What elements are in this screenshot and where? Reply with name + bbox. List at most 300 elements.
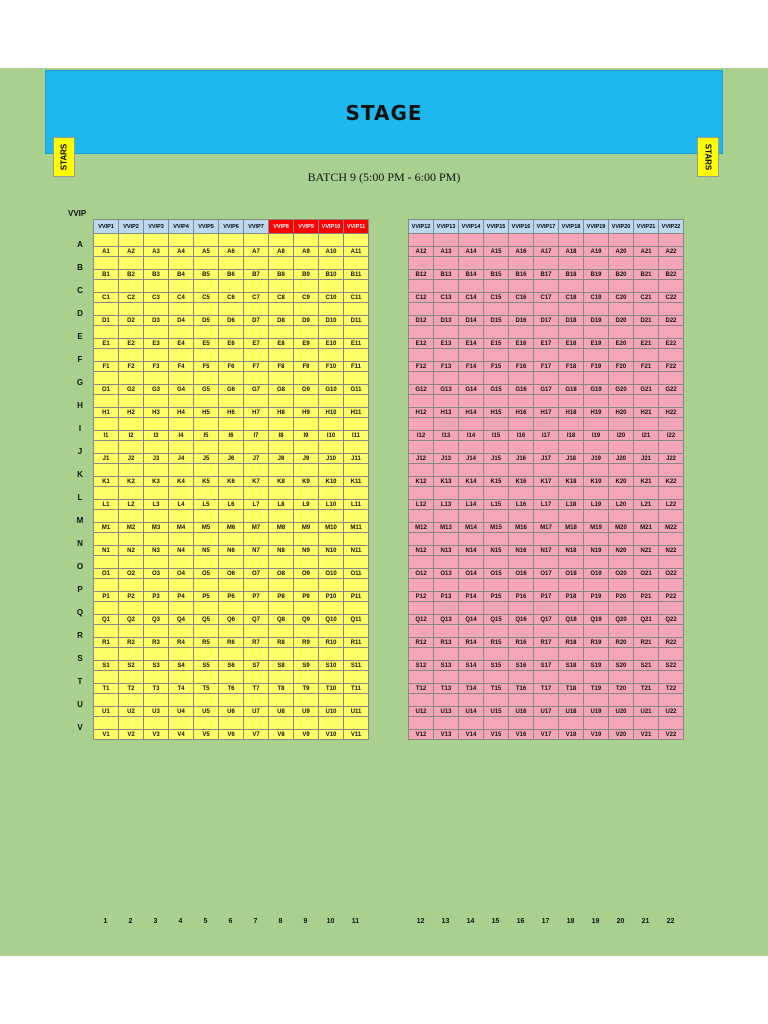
seat-code[interactable]: K8 [269, 477, 294, 487]
seat-code[interactable]: T18 [559, 684, 584, 694]
seat-code[interactable]: C9 [294, 293, 319, 303]
seat-code[interactable]: T5 [194, 684, 219, 694]
seat-code[interactable]: O17 [534, 569, 559, 579]
seat-code[interactable]: I18 [559, 431, 584, 441]
seat-code[interactable]: U4 [169, 707, 194, 717]
seat-code[interactable]: S22 [659, 661, 684, 671]
seat-code[interactable]: G15 [484, 385, 509, 395]
seat-code[interactable]: C16 [509, 293, 534, 303]
seat-code[interactable]: T6 [219, 684, 244, 694]
seat-code[interactable]: I4 [169, 431, 194, 441]
seat-code[interactable]: E11 [344, 339, 369, 349]
seat-code[interactable]: J1 [94, 454, 119, 464]
seat-code[interactable]: S6 [219, 661, 244, 671]
seat-code[interactable]: R20 [609, 638, 634, 648]
seat-code[interactable]: Q8 [269, 615, 294, 625]
seat-code[interactable]: M15 [484, 523, 509, 533]
seat-code[interactable]: V10 [319, 730, 344, 740]
seat-code[interactable]: K10 [319, 477, 344, 487]
seat-code[interactable]: I10 [319, 431, 344, 441]
seat-code[interactable]: I8 [269, 431, 294, 441]
seat-code[interactable]: L20 [609, 500, 634, 510]
seat-code[interactable]: R1 [94, 638, 119, 648]
seat-code[interactable]: M1 [94, 523, 119, 533]
seat-code[interactable]: B21 [634, 270, 659, 280]
seat-code[interactable]: I21 [634, 431, 659, 441]
seat-code[interactable]: C2 [119, 293, 144, 303]
seat-code[interactable]: H6 [219, 408, 244, 418]
seat-code[interactable]: N20 [609, 546, 634, 556]
seat-code[interactable]: N7 [244, 546, 269, 556]
seat-code[interactable]: N9 [294, 546, 319, 556]
seat-code[interactable]: C21 [634, 293, 659, 303]
seat-code[interactable]: R4 [169, 638, 194, 648]
seat-code[interactable]: N17 [534, 546, 559, 556]
seat-code[interactable]: C15 [484, 293, 509, 303]
seat-code[interactable]: U17 [534, 707, 559, 717]
seat-code[interactable]: U14 [459, 707, 484, 717]
seat-code[interactable]: A18 [559, 247, 584, 257]
seat-code[interactable]: J21 [634, 454, 659, 464]
seat-code[interactable]: V16 [509, 730, 534, 740]
seat-code[interactable]: M6 [219, 523, 244, 533]
seat-code[interactable]: J11 [344, 454, 369, 464]
seat-code[interactable]: B13 [434, 270, 459, 280]
seat-code[interactable]: E10 [319, 339, 344, 349]
seat-code[interactable]: U22 [659, 707, 684, 717]
seat-code[interactable]: C18 [559, 293, 584, 303]
seat-code[interactable]: S17 [534, 661, 559, 671]
seat-code[interactable]: Q6 [219, 615, 244, 625]
seat-code[interactable]: K5 [194, 477, 219, 487]
seat-code[interactable]: K11 [344, 477, 369, 487]
seat-code[interactable]: H10 [319, 408, 344, 418]
seat-code[interactable]: Q10 [319, 615, 344, 625]
seat-code[interactable]: V12 [409, 730, 434, 740]
seat-code[interactable]: B2 [119, 270, 144, 280]
seat-code[interactable]: L7 [244, 500, 269, 510]
seat-code[interactable]: B3 [144, 270, 169, 280]
seat-code[interactable]: K9 [294, 477, 319, 487]
seat-code[interactable]: O2 [119, 569, 144, 579]
seat-code[interactable]: G18 [559, 385, 584, 395]
seat-code[interactable]: T22 [659, 684, 684, 694]
seat-code[interactable]: Q19 [584, 615, 609, 625]
seat-code[interactable]: A17 [534, 247, 559, 257]
seat-code[interactable]: B20 [609, 270, 634, 280]
seat-code[interactable]: E8 [269, 339, 294, 349]
seat-code[interactable]: H19 [584, 408, 609, 418]
seat-code[interactable]: M17 [534, 523, 559, 533]
seat-code[interactable]: U20 [609, 707, 634, 717]
seat-code[interactable]: S2 [119, 661, 144, 671]
seat-code[interactable]: S1 [94, 661, 119, 671]
seat-code[interactable]: I9 [294, 431, 319, 441]
seat-code[interactable]: A3 [144, 247, 169, 257]
seat-code[interactable]: D11 [344, 316, 369, 326]
seat-code[interactable]: L17 [534, 500, 559, 510]
seat-code[interactable]: D20 [609, 316, 634, 326]
seat-code[interactable]: T15 [484, 684, 509, 694]
seat-code[interactable]: M7 [244, 523, 269, 533]
seat-code[interactable]: T1 [94, 684, 119, 694]
seat-code[interactable]: S20 [609, 661, 634, 671]
seat-code[interactable]: J22 [659, 454, 684, 464]
seat-code[interactable]: U13 [434, 707, 459, 717]
seat-code[interactable]: V21 [634, 730, 659, 740]
seat-code[interactable]: L2 [119, 500, 144, 510]
seat-code[interactable]: H22 [659, 408, 684, 418]
seat-code[interactable]: Q2 [119, 615, 144, 625]
seat-code[interactable]: Q18 [559, 615, 584, 625]
seat-code[interactable]: I19 [584, 431, 609, 441]
seat-code[interactable]: L4 [169, 500, 194, 510]
seat-code[interactable]: L8 [269, 500, 294, 510]
seat-code[interactable]: D13 [434, 316, 459, 326]
seat-code[interactable]: R7 [244, 638, 269, 648]
seat-code[interactable]: I2 [119, 431, 144, 441]
seat-code[interactable]: G13 [434, 385, 459, 395]
seat-code[interactable]: L15 [484, 500, 509, 510]
seat-code[interactable]: F5 [194, 362, 219, 372]
seat-code[interactable]: E5 [194, 339, 219, 349]
seat-code[interactable]: J2 [119, 454, 144, 464]
seat-code[interactable]: N13 [434, 546, 459, 556]
seat-code[interactable]: F3 [144, 362, 169, 372]
seat-code[interactable]: R13 [434, 638, 459, 648]
seat-code[interactable]: P2 [119, 592, 144, 602]
seat-code[interactable]: E20 [609, 339, 634, 349]
seat-code[interactable]: D4 [169, 316, 194, 326]
seat-code[interactable]: H12 [409, 408, 434, 418]
seat-code[interactable]: G21 [634, 385, 659, 395]
seat-code[interactable]: U19 [584, 707, 609, 717]
seat-code[interactable]: T3 [144, 684, 169, 694]
seat-code[interactable]: T8 [269, 684, 294, 694]
seat-code[interactable]: R5 [194, 638, 219, 648]
seat-code[interactable]: Q14 [459, 615, 484, 625]
seat-code[interactable]: U8 [269, 707, 294, 717]
seat-code[interactable]: T12 [409, 684, 434, 694]
seat-code[interactable]: U12 [409, 707, 434, 717]
seat-code[interactable]: V19 [584, 730, 609, 740]
seat-code[interactable]: H18 [559, 408, 584, 418]
seat-code[interactable]: E15 [484, 339, 509, 349]
seat-code[interactable]: I20 [609, 431, 634, 441]
seat-code[interactable]: O11 [344, 569, 369, 579]
seat-code[interactable]: E4 [169, 339, 194, 349]
seat-code[interactable]: P7 [244, 592, 269, 602]
seat-code[interactable]: V1 [94, 730, 119, 740]
seat-code[interactable]: G1 [94, 385, 119, 395]
seat-code[interactable]: D2 [119, 316, 144, 326]
seat-code[interactable]: D22 [659, 316, 684, 326]
seat-code[interactable]: Q13 [434, 615, 459, 625]
seat-code[interactable]: P5 [194, 592, 219, 602]
seat-code[interactable]: M18 [559, 523, 584, 533]
seat-code[interactable]: Q12 [409, 615, 434, 625]
seat-code[interactable]: J17 [534, 454, 559, 464]
seat-code[interactable]: K18 [559, 477, 584, 487]
seat-code[interactable]: P17 [534, 592, 559, 602]
seat-code[interactable]: N8 [269, 546, 294, 556]
seat-code[interactable]: B4 [169, 270, 194, 280]
seat-code[interactable]: V8 [269, 730, 294, 740]
seat-code[interactable]: E7 [244, 339, 269, 349]
seat-code[interactable]: O14 [459, 569, 484, 579]
seat-code[interactable]: V2 [119, 730, 144, 740]
seat-code[interactable]: K14 [459, 477, 484, 487]
seat-code[interactable]: H7 [244, 408, 269, 418]
seat-code[interactable]: V13 [434, 730, 459, 740]
seat-code[interactable]: Q11 [344, 615, 369, 625]
seat-code[interactable]: Q9 [294, 615, 319, 625]
seat-code[interactable]: F22 [659, 362, 684, 372]
seat-code[interactable]: O21 [634, 569, 659, 579]
seat-code[interactable]: J5 [194, 454, 219, 464]
seat-code[interactable]: Q17 [534, 615, 559, 625]
seat-code[interactable]: O6 [219, 569, 244, 579]
seat-code[interactable]: N14 [459, 546, 484, 556]
seat-code[interactable]: U1 [94, 707, 119, 717]
seat-code[interactable]: D15 [484, 316, 509, 326]
seat-code[interactable]: S9 [294, 661, 319, 671]
seat-code[interactable]: N22 [659, 546, 684, 556]
seat-code[interactable]: G10 [319, 385, 344, 395]
seat-code[interactable]: J6 [219, 454, 244, 464]
seat-code[interactable]: P18 [559, 592, 584, 602]
seat-code[interactable]: K22 [659, 477, 684, 487]
seat-code[interactable]: M5 [194, 523, 219, 533]
seat-code[interactable]: J20 [609, 454, 634, 464]
seat-code[interactable]: D18 [559, 316, 584, 326]
seat-code[interactable]: M3 [144, 523, 169, 533]
seat-code[interactable]: N11 [344, 546, 369, 556]
seat-code[interactable]: C12 [409, 293, 434, 303]
seat-code[interactable]: R9 [294, 638, 319, 648]
seat-code[interactable]: A8 [269, 247, 294, 257]
seat-code[interactable]: D17 [534, 316, 559, 326]
seat-code[interactable]: L14 [459, 500, 484, 510]
seat-code[interactable]: A2 [119, 247, 144, 257]
seat-code[interactable]: D7 [244, 316, 269, 326]
seat-code[interactable]: H13 [434, 408, 459, 418]
seat-code[interactable]: B7 [244, 270, 269, 280]
seat-code[interactable]: Q20 [609, 615, 634, 625]
seat-code[interactable]: L22 [659, 500, 684, 510]
seat-code[interactable]: C11 [344, 293, 369, 303]
seat-code[interactable]: C1 [94, 293, 119, 303]
seat-code[interactable]: R11 [344, 638, 369, 648]
seat-code[interactable]: F2 [119, 362, 144, 372]
seat-code[interactable]: K16 [509, 477, 534, 487]
seat-code[interactable]: A19 [584, 247, 609, 257]
seat-code[interactable]: G11 [344, 385, 369, 395]
seat-code[interactable]: L13 [434, 500, 459, 510]
seat-code[interactable]: J18 [559, 454, 584, 464]
seat-code[interactable]: J15 [484, 454, 509, 464]
seat-code[interactable]: K19 [584, 477, 609, 487]
seat-code[interactable]: K3 [144, 477, 169, 487]
seat-code[interactable]: A5 [194, 247, 219, 257]
seat-code[interactable]: I5 [194, 431, 219, 441]
seat-code[interactable]: F4 [169, 362, 194, 372]
seat-code[interactable]: N12 [409, 546, 434, 556]
seat-code[interactable]: S19 [584, 661, 609, 671]
seat-code[interactable]: A7 [244, 247, 269, 257]
seat-code[interactable]: E19 [584, 339, 609, 349]
seat-code[interactable]: I13 [434, 431, 459, 441]
seat-code[interactable]: P3 [144, 592, 169, 602]
seat-code[interactable]: R15 [484, 638, 509, 648]
seat-code[interactable]: B14 [459, 270, 484, 280]
seat-code[interactable]: F8 [269, 362, 294, 372]
seat-code[interactable]: M11 [344, 523, 369, 533]
seat-code[interactable]: O20 [609, 569, 634, 579]
seat-code[interactable]: R16 [509, 638, 534, 648]
seat-code[interactable]: S16 [509, 661, 534, 671]
seat-code[interactable]: T19 [584, 684, 609, 694]
seat-code[interactable]: D9 [294, 316, 319, 326]
seat-code[interactable]: U9 [294, 707, 319, 717]
seat-code[interactable]: P20 [609, 592, 634, 602]
seat-code[interactable]: P8 [269, 592, 294, 602]
seat-code[interactable]: G7 [244, 385, 269, 395]
seat-code[interactable]: D19 [584, 316, 609, 326]
seat-code[interactable]: F7 [244, 362, 269, 372]
seat-code[interactable]: U3 [144, 707, 169, 717]
seat-code[interactable]: M20 [609, 523, 634, 533]
seat-code[interactable]: G9 [294, 385, 319, 395]
seat-code[interactable]: L1 [94, 500, 119, 510]
seat-code[interactable]: T2 [119, 684, 144, 694]
seat-code[interactable]: A12 [409, 247, 434, 257]
seat-code[interactable]: R10 [319, 638, 344, 648]
seat-code[interactable]: Q3 [144, 615, 169, 625]
seat-code[interactable]: J9 [294, 454, 319, 464]
seat-code[interactable]: H17 [534, 408, 559, 418]
seat-code[interactable]: N19 [584, 546, 609, 556]
seat-code[interactable]: H4 [169, 408, 194, 418]
seat-code[interactable]: J3 [144, 454, 169, 464]
seat-code[interactable]: O10 [319, 569, 344, 579]
seat-code[interactable]: F14 [459, 362, 484, 372]
seat-code[interactable]: B18 [559, 270, 584, 280]
seat-code[interactable]: I17 [534, 431, 559, 441]
seat-code[interactable]: B8 [269, 270, 294, 280]
seat-code[interactable]: I12 [409, 431, 434, 441]
seat-code[interactable]: O1 [94, 569, 119, 579]
seat-code[interactable]: L19 [584, 500, 609, 510]
seat-code[interactable]: H3 [144, 408, 169, 418]
seat-code[interactable]: T13 [434, 684, 459, 694]
seat-code[interactable]: Q22 [659, 615, 684, 625]
seat-code[interactable]: H14 [459, 408, 484, 418]
seat-code[interactable]: K6 [219, 477, 244, 487]
seat-code[interactable]: T20 [609, 684, 634, 694]
seat-code[interactable]: M16 [509, 523, 534, 533]
seat-code[interactable]: E3 [144, 339, 169, 349]
seat-code[interactable]: H21 [634, 408, 659, 418]
seat-code[interactable]: R8 [269, 638, 294, 648]
seat-code[interactable]: K17 [534, 477, 559, 487]
seat-code[interactable]: R12 [409, 638, 434, 648]
seat-code[interactable]: P22 [659, 592, 684, 602]
seat-code[interactable]: D5 [194, 316, 219, 326]
seat-code[interactable]: U21 [634, 707, 659, 717]
seat-code[interactable]: J12 [409, 454, 434, 464]
seat-code[interactable]: L9 [294, 500, 319, 510]
seat-code[interactable]: J10 [319, 454, 344, 464]
seat-code[interactable]: G16 [509, 385, 534, 395]
seat-code[interactable]: E22 [659, 339, 684, 349]
seat-code[interactable]: K12 [409, 477, 434, 487]
seat-code[interactable]: H1 [94, 408, 119, 418]
seat-code[interactable]: M19 [584, 523, 609, 533]
seat-code[interactable]: M21 [634, 523, 659, 533]
seat-code[interactable]: K4 [169, 477, 194, 487]
seat-code[interactable]: V3 [144, 730, 169, 740]
seat-code[interactable]: K15 [484, 477, 509, 487]
seat-code[interactable]: P1 [94, 592, 119, 602]
seat-code[interactable]: R14 [459, 638, 484, 648]
seat-code[interactable]: G8 [269, 385, 294, 395]
seat-code[interactable]: O4 [169, 569, 194, 579]
seat-code[interactable]: A15 [484, 247, 509, 257]
seat-code[interactable]: E17 [534, 339, 559, 349]
seat-code[interactable]: N5 [194, 546, 219, 556]
seat-code[interactable]: H20 [609, 408, 634, 418]
seat-code[interactable]: B15 [484, 270, 509, 280]
seat-code[interactable]: J13 [434, 454, 459, 464]
seat-code[interactable]: U2 [119, 707, 144, 717]
seat-code[interactable]: V4 [169, 730, 194, 740]
seat-code[interactable]: N6 [219, 546, 244, 556]
seat-code[interactable]: U5 [194, 707, 219, 717]
seat-code[interactable]: H5 [194, 408, 219, 418]
seat-code[interactable]: E16 [509, 339, 534, 349]
seat-code[interactable]: Q5 [194, 615, 219, 625]
seat-code[interactable]: N21 [634, 546, 659, 556]
seat-code[interactable]: N1 [94, 546, 119, 556]
seat-code[interactable]: D10 [319, 316, 344, 326]
seat-code[interactable]: B9 [294, 270, 319, 280]
seat-code[interactable]: A22 [659, 247, 684, 257]
seat-code[interactable]: A1 [94, 247, 119, 257]
seat-code[interactable]: B22 [659, 270, 684, 280]
seat-code[interactable]: I15 [484, 431, 509, 441]
seat-code[interactable]: A21 [634, 247, 659, 257]
seat-code[interactable]: H8 [269, 408, 294, 418]
seat-code[interactable]: F10 [319, 362, 344, 372]
seat-code[interactable]: P4 [169, 592, 194, 602]
seat-code[interactable]: D21 [634, 316, 659, 326]
seat-code[interactable]: C8 [269, 293, 294, 303]
seat-code[interactable]: C4 [169, 293, 194, 303]
seat-code[interactable]: E2 [119, 339, 144, 349]
seat-code[interactable]: V15 [484, 730, 509, 740]
seat-code[interactable]: B1 [94, 270, 119, 280]
seat-code[interactable]: A4 [169, 247, 194, 257]
seat-code[interactable]: C6 [219, 293, 244, 303]
seat-code[interactable]: T16 [509, 684, 534, 694]
seat-code[interactable]: Q21 [634, 615, 659, 625]
seat-code[interactable]: O13 [434, 569, 459, 579]
seat-code[interactable]: S3 [144, 661, 169, 671]
seat-code[interactable]: E9 [294, 339, 319, 349]
seat-code[interactable]: M2 [119, 523, 144, 533]
seat-code[interactable]: Q4 [169, 615, 194, 625]
